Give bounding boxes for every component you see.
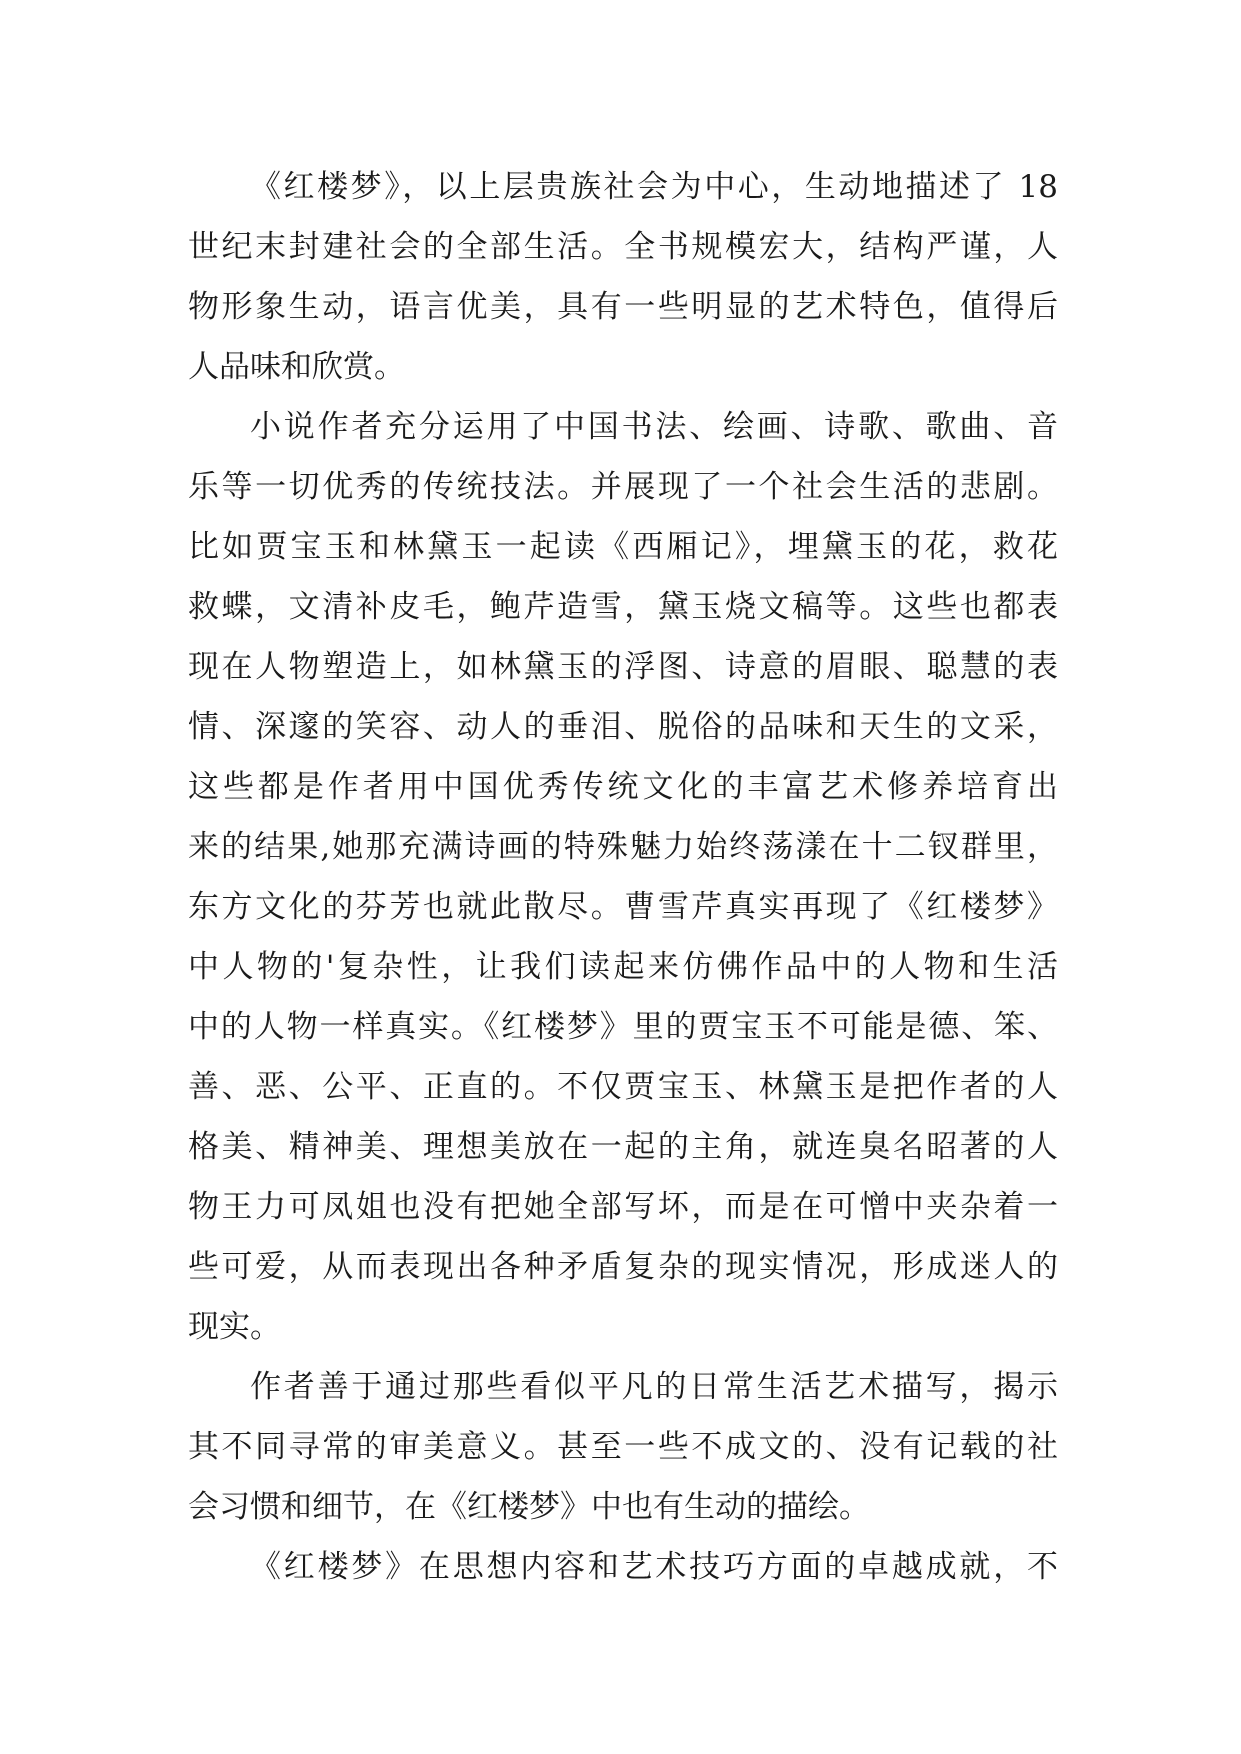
text-line: 《红楼梦》在思想内容和艺术技巧方面的卓越成就，不 — [250, 1549, 1058, 1585]
text-line: 小说作者充分运用了中国书法、绘画、诗歌、歌曲、音 — [250, 409, 1058, 445]
text-line: 乐等一切优秀的传统技法。并展现了一个社会生活的悲剧。 — [188, 469, 1058, 505]
text-line: 来的结果,她那充满诗画的特殊魅力始终荡漾在十二钗群里， — [188, 829, 1058, 865]
text-line: 《红楼梦》，以上层贵族社会为中心，生动地描述了 18 — [250, 169, 1058, 205]
paragraph — [188, 1357, 1058, 1537]
text-line: 物王力可凤姐也没有把她全部写坏，而是在可憎中夹杂着一 — [188, 1189, 1058, 1225]
text-line: 格美、精神美、理想美放在一起的主角，就连臭名昭著的人 — [188, 1129, 1058, 1165]
text-line: 其不同寻常的审美意义。甚至一些不成文的、没有记载的社 — [188, 1429, 1058, 1465]
document-body — [188, 157, 1058, 1597]
text-line: 现在人物塑造上，如林黛玉的浮图、诗意的眉眼、聪慧的表 — [188, 649, 1058, 685]
text-line: 中的人物一样真实。《红楼梦》里的贾宝玉不可能是德、笨、 — [188, 1009, 1058, 1045]
text-line: 这些都是作者用中国优秀传统文化的丰富艺术修养培育出 — [188, 769, 1058, 805]
text-line: 情、深邃的笑容、动人的垂泪、脱俗的品味和天生的文采， — [188, 709, 1058, 745]
text-line: 救蝶，文清补皮毛，鲍芹造雪，黛玉烧文稿等。这些也都表 — [188, 589, 1058, 625]
paragraph — [188, 397, 1058, 1357]
paragraph — [188, 1537, 1058, 1597]
text-line: 世纪末封建社会的全部生活。全书规模宏大，结构严谨，人 — [188, 229, 1058, 265]
text-line: 物形象生动，语言优美，具有一些明显的艺术特色，值得后 — [188, 289, 1058, 325]
text-line: 人品味和欣赏。 — [188, 349, 405, 385]
text-line: 作者善于通过那些看似平凡的日常生活艺术描写，揭示 — [250, 1369, 1058, 1405]
text-line: 中人物的'复杂性，让我们读起来仿佛作品中的人物和生活 — [188, 949, 1058, 985]
text-line: 善、恶、公平、正直的。不仅贾宝玉、林黛玉是把作者的人 — [188, 1069, 1058, 1105]
paragraph — [188, 157, 1058, 397]
text-line: 比如贾宝玉和林黛玉一起读《西厢记》，埋黛玉的花，救花 — [188, 529, 1058, 565]
text-line: 会习惯和细节，在《红楼梦》中也有生动的描绘。 — [188, 1489, 870, 1525]
text-line: 东方文化的芬芳也就此散尽。曹雪芹真实再现了《红楼梦》 — [188, 889, 1058, 925]
text-line: 现实。 — [188, 1309, 281, 1345]
text-line: 些可爱，从而表现出各种矛盾复杂的现实情况，形成迷人的 — [188, 1249, 1058, 1285]
